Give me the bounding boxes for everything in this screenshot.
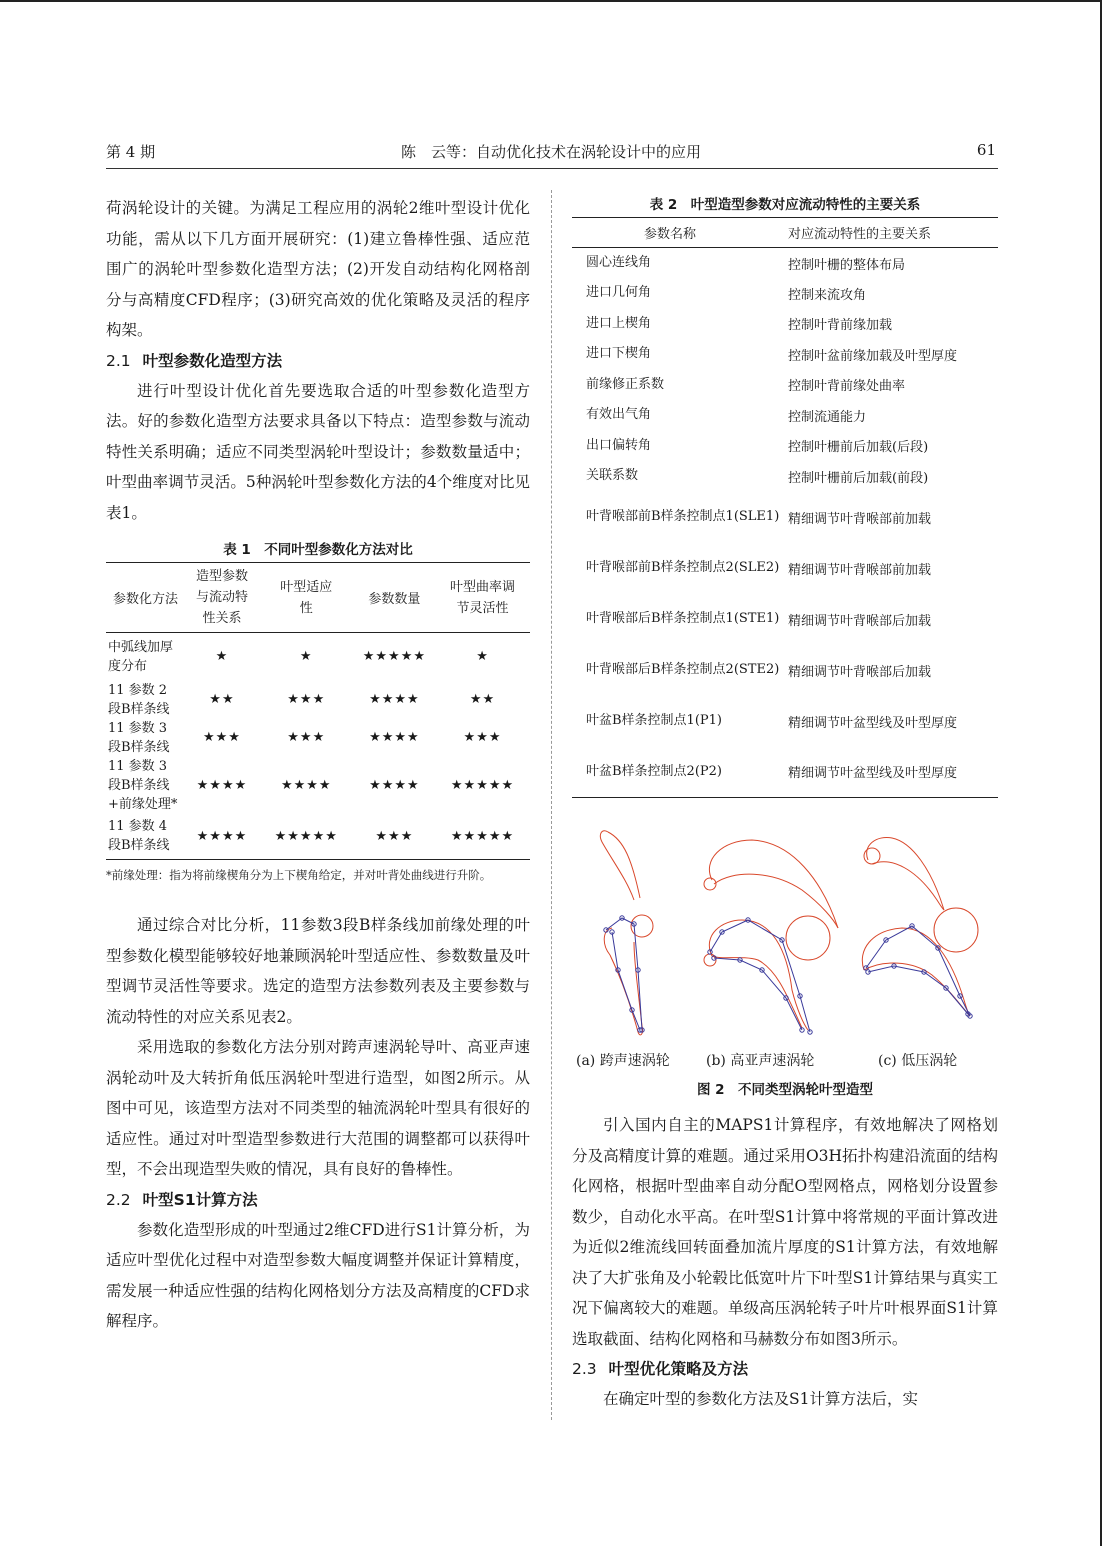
section-heading-2-2 — [106, 1185, 530, 1215]
table1-rating-cell: ★★ — [469, 692, 496, 707]
table1-rating-cell: ★★★★★ — [362, 649, 427, 665]
table2-relation-cell: 精细调节叶盆型线及叶型厚度 — [788, 766, 958, 782]
blade-profile-b — [704, 840, 838, 1030]
table2-relation-cell: 控制叶栅的整体布局 — [788, 257, 906, 273]
table1-header: 参数化方法 — [113, 592, 179, 607]
right-column — [572, 193, 998, 1415]
section-title: 叶型参数化造型方法 — [142, 351, 283, 370]
control-polygon-a — [604, 916, 644, 1032]
table2-param-cell: 关联系数 — [586, 468, 639, 484]
table1-rating-cell: ★★★★ — [196, 777, 248, 793]
table1-method-cell: 中弧线加厚度分布 — [108, 639, 174, 674]
page-border-top — [0, 0, 1102, 2]
table2-row — [572, 492, 998, 543]
running-header — [106, 141, 996, 165]
table2-relation-cell: 控制流通能力 — [788, 409, 867, 425]
table1-rating-cell: ★★★★★ — [274, 828, 338, 844]
table2-row — [572, 370, 998, 401]
table1 — [106, 562, 530, 860]
blade-profile-a — [600, 831, 653, 1035]
table2 — [572, 217, 998, 798]
table2-param-cell: 进口几何角 — [586, 285, 652, 301]
table1-method-cell: 11 参数 3 段B样条线+前缘处理* — [108, 758, 178, 812]
table2-param-cell: 出口偏转角 — [586, 437, 652, 453]
table2-relation-cell: 控制叶栅前后加载(后段) — [788, 440, 929, 456]
table2-param-cell: 叶背喉部后B样条控制点2(STE2) — [586, 662, 780, 677]
table2-relation-cell: 控制叶背前缘处曲率 — [788, 379, 906, 395]
table1-row — [106, 681, 530, 719]
paragraph-2-2: 参数化造型形成的叶型通过2维CFD进行S1计算分析，为适应叶型优化过程中对造型参数大幅度调整并保证计算精度，需发展一种适应性强的结构化网格划分方法及高精度的CFD求解程序。 — [106, 1220, 530, 1330]
table2-param-cell: 前缘修正系数 — [586, 376, 665, 392]
table2-relation-cell: 精细调节叶背喉部后加载 — [788, 613, 932, 629]
table1-rating-cell: ★★★ — [375, 828, 414, 844]
table2-row — [572, 339, 998, 370]
table1-rating-cell: ★ — [215, 649, 229, 665]
table1-method-cell: 11 参数 3 段B样条线 — [108, 720, 170, 755]
subfigure-label-c: (c) 低压涡轮 — [878, 1053, 958, 1069]
table1-rating-cell: ★★★★★ — [450, 777, 515, 793]
table2-param-cell: 进口下楔角 — [586, 346, 652, 362]
table2-param-cell: 进口上楔角 — [586, 315, 652, 331]
figure2-sublabels — [572, 1050, 998, 1074]
table2-param-cell: 叶盆B样条控制点2(P2) — [586, 763, 722, 779]
paragraph-2-1: 进行叶型设计优化首先要选取合适的叶型参数化造型方法。好的参数化造型方法要求具备以下特点：造型参数与流动特性关系明确；适应不同类型涡轮叶型设计；参数数量适中；叶型曲率调节灵活。5种涡轮叶型参数化方法的4个维度对比见表1。 — [106, 381, 530, 522]
table1-method-cell: 11 参数 2 段B样条线 — [108, 682, 170, 717]
table1-footnote: *前缘处理：指为将前缘楔角分为上下楔角给定，并对叶背处曲线进行升阶。 — [106, 868, 492, 882]
table1-row — [106, 719, 530, 757]
table1-header: 造型参数与流动特性关系 — [195, 569, 248, 626]
figure2-drawing — [572, 820, 998, 1050]
table2-param-cell: 叶背喉部后B样条控制点1(STE1) — [586, 611, 780, 626]
section-heading-2-1 — [106, 346, 530, 376]
table2-row — [572, 594, 998, 645]
comparison-paragraph: 通过综合对比分析，11参数3段B样条线加前缘处理的叶型参数化模型能够较好地兼顾涡轮叶型适应性、参数数量及叶型调节灵活性等要求。选定的造型方法参数列表及主要参数与流动特性的对应关系见表2。 — [106, 916, 530, 1026]
subfigure-label-b: (b) 高亚声速涡轮 — [706, 1053, 815, 1069]
table2-relation-cell: 控制叶盆前缘加载及叶型厚度 — [788, 348, 958, 364]
table2-param-cell: 有效出气角 — [586, 407, 652, 423]
table2-relation-cell: 精细调节叶背喉部前加载 — [788, 562, 932, 578]
section-number: 2.2 — [106, 1190, 131, 1209]
table2-relation-cell: 控制来流攻角 — [788, 287, 867, 303]
issue-label: 第 4 期 — [106, 143, 156, 161]
table2-param-cell: 叶背喉部前B样条控制点1(SLE1) — [586, 509, 780, 524]
figure2-caption: 图 2 不同类型涡轮叶型造型 — [696, 1082, 874, 1098]
table2-header: 对应流动特性的主要关系 — [788, 227, 932, 242]
table1-rating-cell: ★★★ — [287, 692, 326, 707]
table1-rating-cell: ★★ — [209, 692, 235, 707]
table2-relation-cell: 精细调节叶盆型线及叶型厚度 — [788, 715, 958, 731]
table2-caption: 表 2 叶型造型参数对应流动特性的主要关系 — [649, 197, 921, 213]
table1-header: 参数数量 — [368, 592, 421, 607]
paragraph-2-3: 在确定叶型的参数化方法及S1计算方法后，实 — [603, 1390, 918, 1408]
table2-row — [572, 278, 998, 309]
intro-paragraph: 荷涡轮设计的关键。为满足工程应用的涡轮2维叶型设计优化功能，需从以下几方面开展研究：(1)建立鲁棒性强、适应范围广的涡轮叶型参数化造型方法；(2)开发自动结构化网格剖分与高精度CFD程序；(3)研究高效的优化策略及灵活的程序构架。 — [106, 199, 530, 339]
running-title: 陈 云等：自动优化技术在涡轮设计中的应用 — [400, 143, 701, 161]
section-heading-2-3 — [572, 1354, 998, 1384]
table2-header: 参数名称 — [644, 227, 697, 242]
table2-row — [572, 696, 998, 747]
table1-caption: 表 1 不同叶型参数化方法对比 — [223, 542, 413, 558]
table1-row — [106, 814, 530, 860]
table1-header: 叶型曲率调节灵活性 — [450, 579, 516, 616]
section-number: 2.3 — [572, 1360, 597, 1378]
page-number: 61 — [976, 141, 996, 159]
control-polygon-c — [864, 924, 972, 1018]
table2-row — [572, 461, 998, 492]
table2-relation-cell: 控制叶背前缘加载 — [788, 318, 893, 334]
table2-row — [572, 543, 998, 594]
table2-row — [572, 309, 998, 340]
table2-row — [572, 431, 998, 462]
table2-param-cell: 圆心连线角 — [586, 255, 652, 270]
table1-rating-cell: ★ — [476, 649, 489, 665]
table1-row — [106, 757, 530, 814]
section-title: 叶型优化策略及方法 — [608, 1360, 749, 1378]
table2-param-cell: 叶盆B样条控制点1(P1) — [586, 713, 722, 728]
table1-rating-cell: ★★★ — [287, 730, 326, 745]
table1-rating-cell: ★★★★ — [369, 692, 420, 707]
subfigure-label-a: (a) 跨声速涡轮 — [576, 1053, 670, 1069]
table2-row — [572, 645, 998, 696]
table2-param-cell: 叶背喉部前B样条控制点2(SLE2) — [586, 560, 780, 575]
blade-profile-c — [862, 837, 978, 1016]
table2-row — [572, 248, 998, 279]
table2-relation-cell: 精细调节叶背喉部前加载 — [788, 511, 932, 527]
table1-method-cell: 11 参数 4 段B样条线 — [108, 819, 170, 854]
table1-rating-cell: ★ — [299, 649, 313, 665]
table1-header: 叶型适应性 — [280, 579, 333, 616]
table1-rating-cell: ★★★★ — [196, 828, 248, 844]
figure2 — [572, 820, 998, 1050]
maps1-paragraph: 引入国内自主的MAPS1计算程序，有效地解决了网格划分及高精度计算的难题。通过采用O3H拓扑构建沿流面的结构化网格，根据叶型曲率自动分配O型网格点，网格划分设置参数少，自动化水平高。在叶型S1计算中将常规的平面计算改进为近似2维流线回转面叠加流片厚度的S1计算方法，有效地解决了大扩张角及小轮毂比低宽叶片下叶型S1计算结果与真实工况下偏离较大的难题。单级高压涡轮转子叶片叶根界面S1计算选取截面、结构化网格和马赫数分布如图3所示。 — [572, 1116, 998, 1348]
header-rule — [106, 168, 998, 169]
table1-row — [106, 633, 530, 681]
table1-rating-cell: ★★★★ — [280, 777, 332, 793]
table1-rating-cell: ★★★★ — [369, 777, 420, 793]
table2-relation-cell: 控制叶栅前后加载(前段) — [788, 470, 929, 486]
section-number: 2.1 — [106, 351, 131, 370]
application-paragraph: 采用选取的参数化方法分别对跨声速涡轮导叶、高亚声速涡轮动叶及大转折角低压涡轮叶型进行造型，如图2所示。从图中可见，该造型方法对不同类型的轴流涡轮叶型具有很好的适应性。通过对叶型造型参数进行大范围的调整都可以获得叶型，不会出现造型失败的情况，具有良好的鲁棒性。 — [106, 1038, 530, 1178]
table1-rating-cell: ★★★★ — [369, 730, 420, 745]
table1-rating-cell: ★★★★★ — [450, 828, 515, 844]
table1-rating-cell: ★★★ — [202, 730, 241, 745]
column-divider — [551, 190, 552, 1420]
table1-rating-cell: ★★★ — [463, 730, 502, 745]
table2-row — [572, 400, 998, 431]
table2-row — [572, 747, 998, 798]
left-column — [106, 193, 530, 1337]
table2-relation-cell: 精细调节叶背喉部后加载 — [788, 664, 932, 680]
section-title: 叶型S1计算方法 — [142, 1190, 258, 1209]
